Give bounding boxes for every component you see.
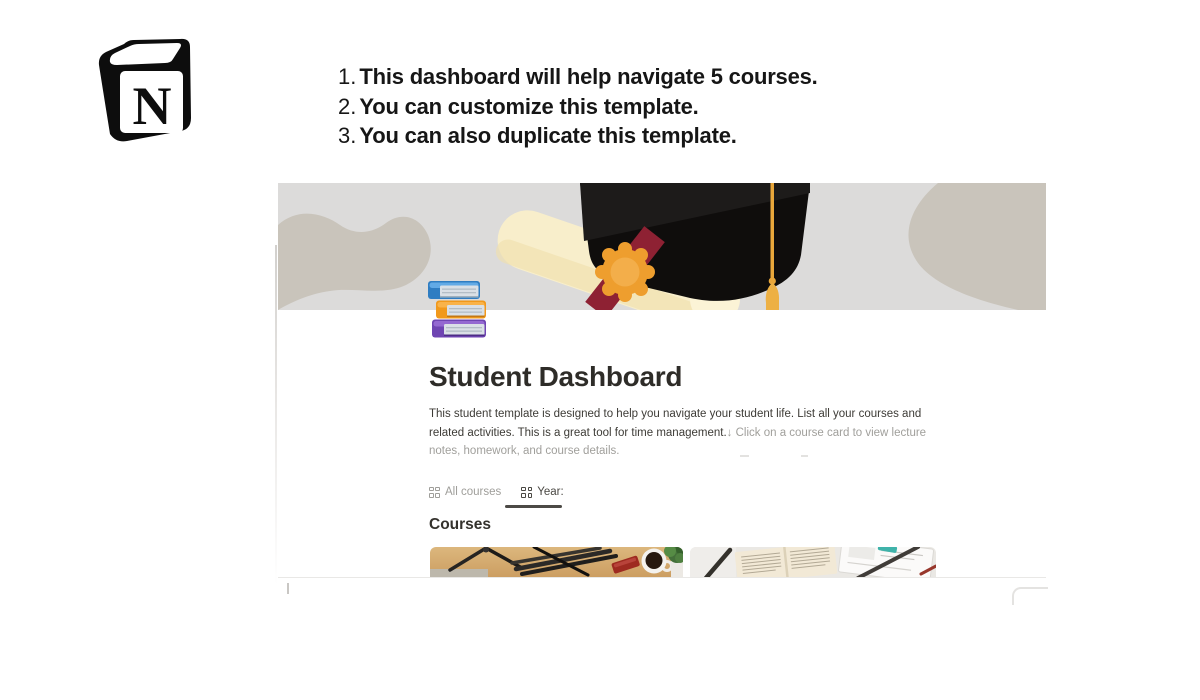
instruction-number: 3.: [338, 123, 357, 148]
open-book-photo: [690, 547, 936, 577]
notion-page-screenshot: [278, 183, 1046, 605]
page-icon-books-emoji[interactable]: [428, 281, 486, 338]
tab-all-courses[interactable]: [429, 486, 501, 498]
page-description: [429, 405, 945, 461]
faint-dash-artifact: [740, 455, 749, 457]
view-tabs: [429, 486, 564, 498]
open-book: [735, 547, 838, 577]
instruction-number: 1.: [338, 64, 357, 89]
gallery-grid-icon: [521, 487, 532, 498]
wax-seal: [595, 242, 655, 302]
screenshot-left-border: [275, 245, 277, 585]
book-orange: [436, 301, 486, 319]
tab-label: All courses: [445, 486, 502, 498]
course-card-open-book[interactable]: [690, 547, 936, 577]
instruction-list: [338, 62, 818, 151]
down-arrow-glyph: ↓: [726, 426, 733, 439]
graduation-cover-illustration: [278, 183, 1046, 310]
book-purple: [432, 320, 486, 338]
svg-text:N: N: [132, 76, 172, 136]
page-cover: [278, 183, 1046, 310]
notion-logo: [94, 38, 194, 142]
ruler: [430, 569, 488, 577]
partial-corner-button[interactable]: [1012, 587, 1048, 605]
instruction-text: This dashboard will help navigate 5 courses.: [359, 64, 818, 89]
notion-cube-icon: [94, 38, 194, 142]
instruction-item: [338, 92, 818, 122]
description-primary: This student template is designed to help you navigate your student life. List all your courses and related activities. This is a great tool for time management.: [429, 408, 922, 439]
tassel-cord: [771, 183, 775, 279]
faint-dash-artifact: [801, 455, 808, 457]
instruction-item: [338, 121, 818, 151]
page-title: Student Dashboard: [429, 361, 683, 392]
book-blue: [428, 281, 480, 299]
instruction-text: You can also duplicate this template.: [359, 123, 737, 148]
books-emoji-icon: [428, 281, 486, 338]
instruction-text: You can customize this template.: [359, 93, 699, 119]
instruction-number: 2.: [338, 93, 357, 119]
gallery-grid-icon: [429, 487, 440, 498]
course-card-drafting-desk[interactable]: [430, 547, 683, 577]
instruction-item: [338, 62, 818, 92]
tab-year[interactable]: [521, 486, 563, 498]
drafting-desk-photo: [430, 547, 683, 577]
screenshot-bottom-border: [278, 577, 1046, 578]
text-cursor-tick: [287, 583, 289, 594]
tab-label: Year:: [537, 486, 564, 498]
courses-section-heading: Courses: [429, 516, 492, 533]
active-tab-underline: [505, 505, 562, 508]
description-secondary: Click on a course card to view lecture notes, homework, and course details.: [429, 426, 927, 458]
